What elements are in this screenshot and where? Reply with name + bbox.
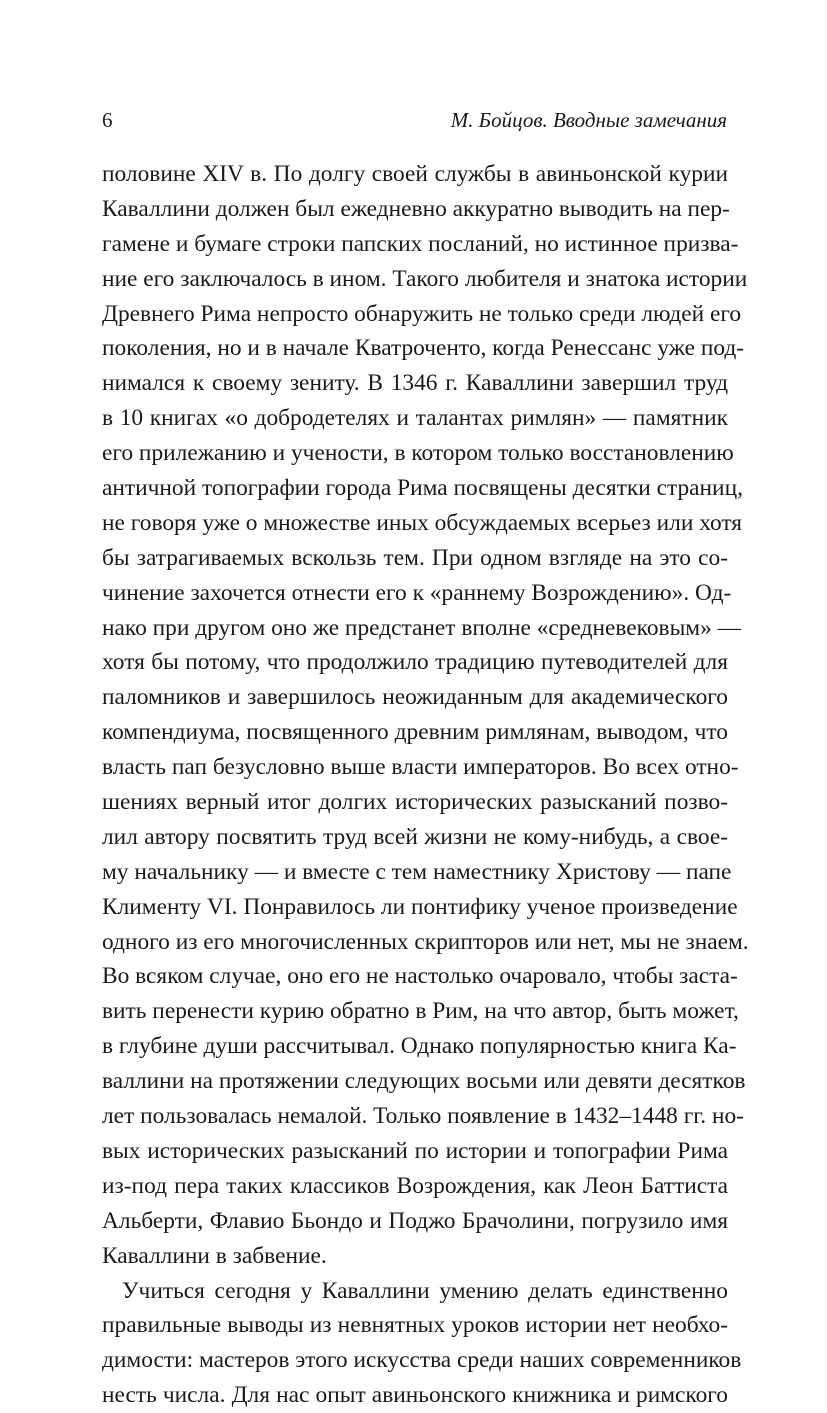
text-line: власть пап безусловно выше власти императоров. Во всех отно-	[102, 754, 739, 781]
text-line: гамене и бумаге строки папских посланий, но истинное призва-	[102, 230, 739, 257]
text-line: его прилежанию и учености, в котором только восстановлению	[102, 440, 734, 467]
text-line: Во всяком случае, оно его не настолько очаровало, чтобы заста-	[102, 963, 738, 990]
text-line: шениях верный итог долгих исторических разысканий позво-	[102, 789, 728, 816]
text-line: лил автору посвятить труд всей жизни не кому-нибудь, а свое-	[102, 823, 728, 850]
body-text	[102, 157, 749, 1413]
text-line: хотя бы потому, что продолжило традицию путеводителей для	[102, 649, 728, 676]
running-head: М. Бойцов. Вводные замечания	[450, 108, 727, 132]
text-line: бы затрагиваемых вскользь тем. При одном взгляде на это со-	[102, 544, 728, 571]
text-line: вить перенести курию обратно в Рим, на что автор, быть может,	[102, 998, 739, 1025]
text-line: вых исторических разысканий по истории и топографии Рима	[102, 1137, 728, 1164]
text-line: правильные выводы из невнятных уроков истории нет необхо-	[102, 1312, 728, 1339]
text-line: нако при другом оно же предстанет вполне «средневековым» —	[102, 614, 742, 641]
text-line: ние его заключалось в ином. Такого любителя и знатока истории	[102, 265, 748, 292]
text-line: поколения, но и в начале Кватроченто, когда Ренессанс уже под-	[102, 335, 745, 362]
text-line: лет пользовалась немалой. Только появление в 1432–1448 гг. но-	[102, 1103, 744, 1130]
text-line: Древнего Рима непросто обнаружить не только среди людей его	[102, 300, 742, 327]
text-line: не говоря уже о множестве иных обсуждаемых всерьез или хотя	[102, 509, 743, 536]
page-number: 6	[102, 108, 113, 132]
text-line: Клименту VI. Понравилось ли понтифику ученое произведение	[102, 893, 738, 920]
text-line: Учиться сегодня у Каваллини умению делать единственно	[122, 1277, 728, 1304]
text-line: из-под пера таких классиков Возрождения, как Леон Баттиста	[102, 1172, 728, 1199]
text-line: половине XIV в. По долгу своей службы в авиньонской курии	[102, 161, 728, 187]
text-line: чинение захочется отнести его к «раннему Возрождению». Од-	[102, 579, 732, 606]
text-line: античной топографии города Рима посвящены десятки страниц,	[102, 475, 743, 502]
text-line: му начальнику — и вместе с тем наместнику Христову — папе	[102, 858, 732, 885]
text-line: нимался к своему зениту. В 1346 г. Каваллини завершил труд	[102, 370, 728, 397]
text-line: Альберти, Флавио Бьондо и Поджо Брачолини, погрузило имя	[102, 1207, 728, 1234]
text-line: одного из его многочисленных скрипторов или нет, мы не знаем.	[102, 928, 749, 955]
text-line: димости: мастеров этого искусства среди наших современников	[102, 1347, 742, 1374]
text-line: в глубине души рассчитывал. Однако популярностью книга Ка-	[102, 1033, 737, 1060]
text-line: валлини на протяжении следующих восьми или девяти десятков	[102, 1068, 746, 1095]
text-line: паломников и завершилось неожиданным для академического	[102, 684, 728, 711]
text-line: Каваллини должен был ежедневно аккуратно выводить на пер-	[102, 195, 730, 222]
text-line: в 10 книгах «о добродетелях и талантах римлян» — памятник	[102, 405, 728, 432]
text-line: компендиума, посвященного древним римлянам, выводом, что	[102, 719, 728, 746]
text-line: несть числа. Для нас опыт авиньонского книжника и римского	[102, 1382, 728, 1409]
text-line: Каваллини в забвение.	[102, 1242, 327, 1269]
